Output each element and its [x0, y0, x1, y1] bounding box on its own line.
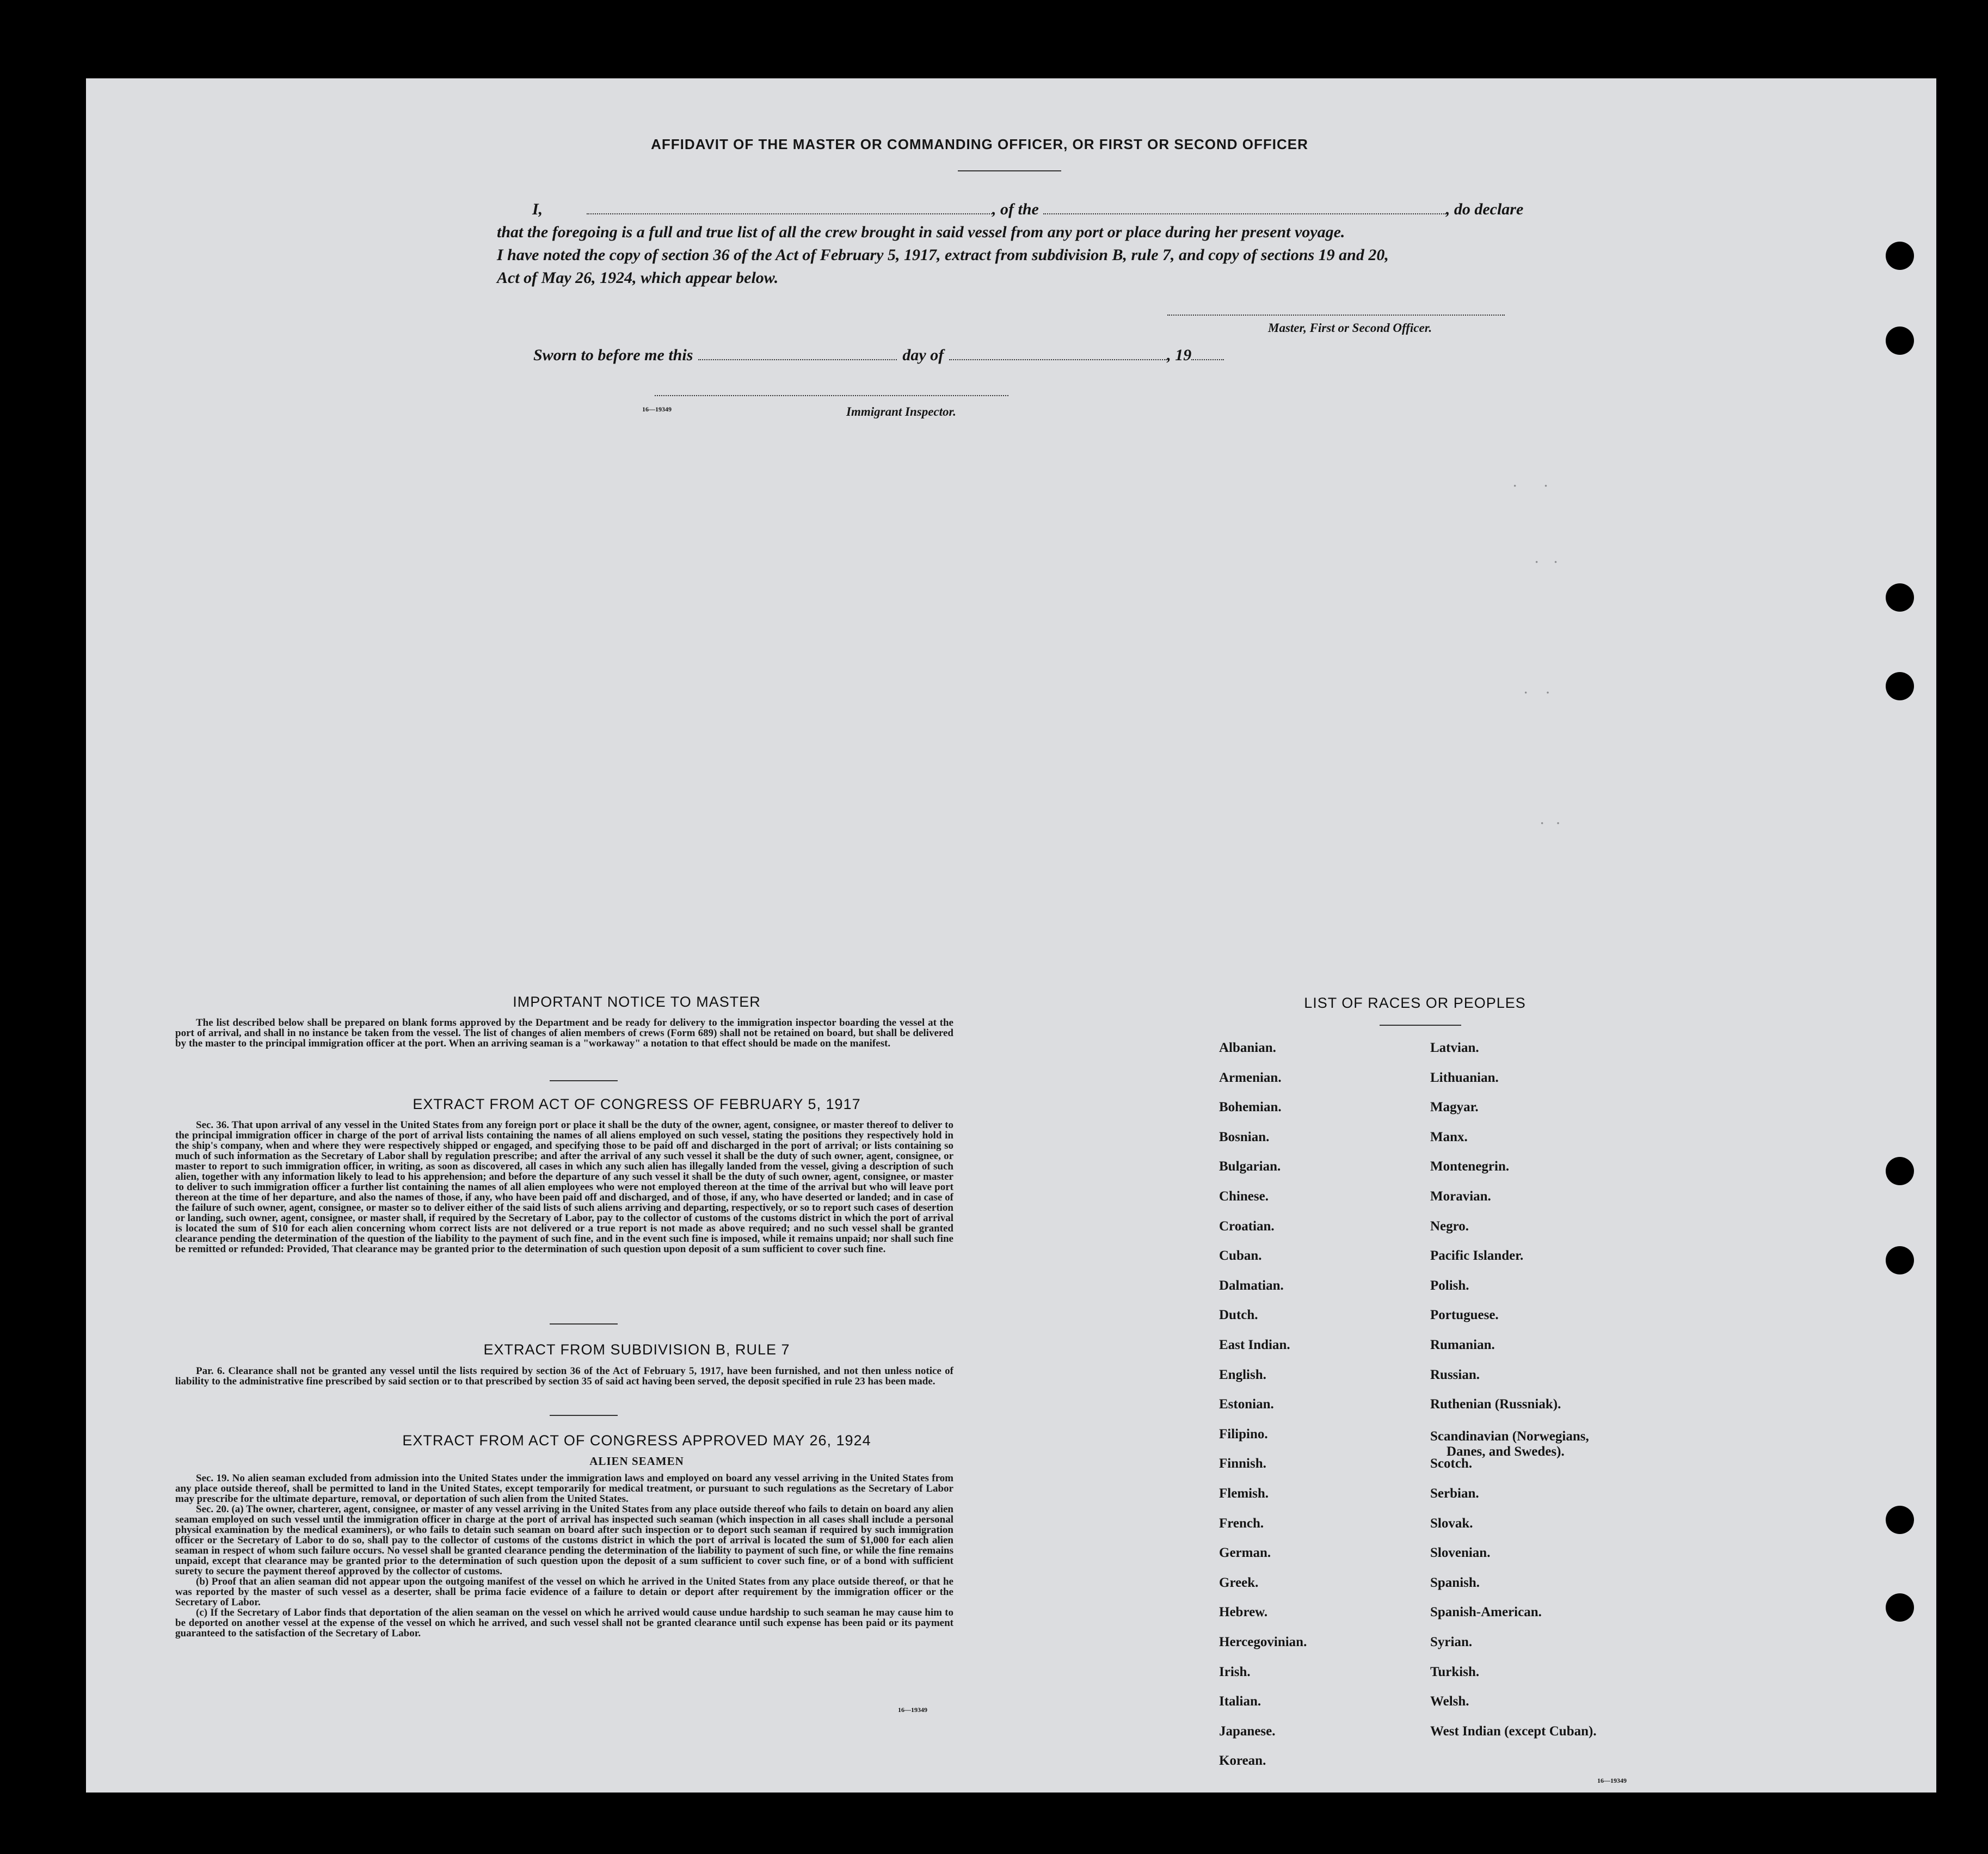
race-item: Bulgarian. — [1219, 1159, 1281, 1174]
section-20b-text: (b) Proof that an alien seaman did not appear upon the outgoing manifest of the vessel on which he arrived in the United States from any place outside thereof, or that he was reported by the master of such vessel as a deserter, shall be prima facie evidence of a failure to detain or deport after requirement by the immigration officer or the Secretary of Labor. — [175, 1576, 953, 1608]
extract-1917-title: EXTRACT FROM ACT OF CONGRESS OF FEBRUARY 5, 1917 — [413, 1096, 861, 1112]
race-item: Slovak. — [1430, 1516, 1473, 1531]
bleed-through-mark: · · — [1513, 479, 1548, 492]
sworn-day-label: day of — [902, 346, 944, 364]
punch-hole — [1886, 1157, 1914, 1185]
sworn-line — [533, 344, 1224, 367]
race-item: Russian. — [1430, 1368, 1480, 1382]
race-item: Montenegrin. — [1430, 1159, 1510, 1174]
sworn-month-field[interactable] — [949, 359, 1167, 360]
punch-hole — [1886, 672, 1914, 700]
race-item: French. — [1219, 1516, 1264, 1531]
race-item: Negro. — [1430, 1219, 1469, 1234]
race-item: Serbian. — [1430, 1486, 1479, 1501]
race-item: Spanish. — [1430, 1575, 1480, 1590]
form-number: 16—19349 — [642, 405, 672, 413]
sworn-year-field[interactable] — [1191, 359, 1224, 360]
section-divider — [550, 1323, 618, 1325]
punch-hole — [1886, 1246, 1914, 1274]
section-20a-text: Sec. 20. (a) The owner, charterer, agent, consignee, or master of any vessel arriving in the United States from any place outside thereof who fails to detain on board any alien seaman employed on such vessel until the immigration officer in charge at the port of arrival has inspected such seaman (which inspection in all cases shall include a personal physical examination by the medical examiners), or who fails to detain such seaman on board after such inspection or to deport such seaman if required by such immigration officer or the Secretary of Labor to do so, shall pay to the collector of customs of the customs district in which the port of arrival is located the sum of $1,000 for each alien seaman in respect of whom such failure occurs. No vessel shall be granted clearance pending the determination of the liability to payment of such fine, or while the fine remains unpaid, except that clearance may be granted prior to the determination of such question upon the deposit of a sum sufficient to cover such fine, or of a bond with sufficient surety to secure the payment thereof approved by the collector of customs. — [175, 1504, 953, 1577]
form-number: 16—19349 — [898, 1706, 927, 1714]
race-item: Turkish. — [1430, 1665, 1480, 1679]
race-item: Albanian. — [1219, 1040, 1276, 1055]
race-item: Hercegovinian. — [1219, 1635, 1307, 1649]
race-item: English. — [1219, 1368, 1266, 1382]
declare-text: , do declare — [1445, 200, 1524, 218]
affidavit-line-1 — [497, 198, 1525, 221]
extract-1924-title: EXTRACT FROM ACT OF CONGRESS APPROVED MAY 26, 1924 — [402, 1432, 871, 1449]
sworn-day-field[interactable] — [698, 359, 897, 360]
race-item: Greek. — [1219, 1575, 1259, 1590]
race-item: Rumanian. — [1430, 1338, 1495, 1352]
race-item: Polish. — [1430, 1278, 1469, 1293]
race-item: German. — [1219, 1545, 1271, 1560]
punch-hole — [1886, 1506, 1914, 1534]
extract-rule7-text: Par. 6. Clearance shall not be granted any vessel until the lists required by section 36 of the Act of February 5, 1917, have been furnished, and not then unless notice of liability to the administrative fine prescribed by said section or to that prescribed by section 35 of said act having been served, the deposit specified in rule 23 has been made. — [175, 1365, 953, 1387]
master-label: Master, First or Second Officer. — [1268, 321, 1432, 335]
affidavit-line-2: that the foregoing is a full and true list of all the crew brought in said vessel from any port or place during her present voyage. — [497, 223, 1345, 241]
master-signature-field[interactable] — [1167, 315, 1505, 316]
punch-hole — [1886, 583, 1914, 612]
race-item: Slovenian. — [1430, 1545, 1491, 1560]
notice-text: The list described below shall be prepared on blank forms approved by the Department and be ready for delivery to the immigration inspector boarding the vessel at the port of arrival, and shall in no instance be taken from the vessel. The list of changes of alien members of crews (Form 689) shall not be retained on board, but shall be delivered by the master to the principal immigration officer at the port. When an arriving seaman is a "workaway" a notation to that effect should be made on the manifest. — [175, 1017, 953, 1049]
race-item: Bohemian. — [1219, 1100, 1282, 1114]
race-item: Estonian. — [1219, 1397, 1274, 1412]
race-item: Spanish-American. — [1430, 1605, 1542, 1619]
race-item: Bosnian. — [1219, 1130, 1270, 1144]
race-item: Croatian. — [1219, 1219, 1275, 1234]
race-item: Pacific Islander. — [1430, 1248, 1524, 1263]
race-item: Lithuanian. — [1430, 1070, 1499, 1085]
race-item: Magyar. — [1430, 1100, 1479, 1114]
section-20c-text: (c) If the Secretary of Labor finds that deportation of the alien seaman on the vessel on which he arrived would cause undue hardship to such seaman he may cause him to be deported on another vessel at the expense of the vessel on which he arrived, and such vessel shall not be granted clearance until such expense has been paid or its payment guaranteed to the satisfaction of the Secretary of Labor. — [175, 1607, 953, 1639]
notice-title: IMPORTANT NOTICE TO MASTER — [513, 994, 761, 1010]
title-underline — [1380, 1025, 1461, 1026]
race-item: Moravian. — [1430, 1189, 1491, 1204]
extract-rule7-title: EXTRACT FROM SUBDIVISION B, RULE 7 — [483, 1341, 790, 1358]
punch-hole — [1886, 1593, 1914, 1622]
inspector-signature-field[interactable] — [655, 395, 1008, 396]
race-item: Armenian. — [1219, 1070, 1282, 1085]
affidavit-title: AFFIDAVIT OF THE MASTER OR COMMANDING OFFICER, OR FIRST OR SECOND OFFICER — [651, 136, 1308, 152]
race-item: Korean. — [1219, 1753, 1266, 1768]
extract-1924-body — [175, 1473, 953, 1639]
inspector-label: Immigrant Inspector. — [846, 405, 956, 418]
race-item: Ruthenian (Russniak). — [1430, 1397, 1561, 1412]
affidavit-body — [497, 198, 1525, 290]
race-item: Welsh. — [1430, 1694, 1469, 1709]
race-item: Hebrew. — [1219, 1605, 1268, 1619]
title-underline — [958, 170, 1061, 171]
vessel-prefix: , of the — [992, 200, 1039, 218]
race-item: Scandinavian (Norwegians, — [1430, 1429, 1589, 1444]
race-item: West Indian (except Cuban). — [1430, 1724, 1597, 1739]
race-item: Dutch. — [1219, 1308, 1258, 1322]
form-number: 16—19349 — [1597, 1777, 1627, 1784]
race-item: Finnish. — [1219, 1456, 1266, 1471]
race-item: Irish. — [1219, 1665, 1251, 1679]
race-item: Chinese. — [1219, 1189, 1269, 1204]
race-item: Latvian. — [1430, 1040, 1479, 1055]
section-divider — [550, 1080, 618, 1081]
bleed-through-mark: · · — [1524, 686, 1550, 699]
race-item: Syrian. — [1430, 1635, 1473, 1649]
vessel-name-field[interactable] — [1043, 213, 1446, 214]
race-item: Dalmatian. — [1219, 1278, 1284, 1293]
affidavit-line-3: I have noted the copy of section 36 of the Act of February 5, 1917, extract from subdivision B, rule 7, and copy of sections 19 and 20, — [497, 246, 1389, 264]
race-item: Scotch. — [1430, 1456, 1473, 1471]
race-item: East Indian. — [1219, 1338, 1290, 1352]
punch-hole — [1886, 327, 1914, 355]
sworn-year-label: , 19 — [1167, 346, 1192, 364]
race-item: Italian. — [1219, 1694, 1261, 1709]
section-19-text: Sec. 19. No alien seaman excluded from admission into the United States under the immigration laws and employed on board any vessel arriving in the United States from any place outside thereof, shall be permitted to land in the United States, except temporarily for medical treatment, or pursuant to such regulations as the Secretary of Labor may prescribe for the ultimate departure, removal, or deportation of such alien from the United States. — [175, 1473, 953, 1505]
race-item: Flemish. — [1219, 1486, 1269, 1501]
affidavit-line-4: Act of May 26, 1924, which appear below. — [497, 269, 779, 287]
race-item: Japanese. — [1219, 1724, 1276, 1739]
sworn-prefix: Sworn to before me this — [533, 346, 693, 364]
bleed-through-mark: · · — [1535, 555, 1558, 569]
extract-1917-text: Sec. 36. That upon arrival of any vessel in the United States from any foreign port or place it shall be the duty of the owner, agent, consignee, or master thereof to deliver to the principal immigration officer in charge of the port of arrival lists containing the names of all aliens employed on such vessel, stating the positions they respectively hold in the ship's company, when and where they were respectively shipped or engaged, and specifying those to be paid off and discharged in the port of arrival; or lists containing so much of such information as the Secretary of Labor shall by regulation prescribe; and after the arrival of any such vessel it shall be the duty of such owner, agent, consignee, or master to report to such immigration officer, in writing, as soon as discovered, all cases in which any such alien has illegally landed from the vessel, giving a description of such alien, together with any information likely to lead to his apprehension; and before the departure of any such vessel it shall be the duty of such owner, agent, consignee, or master to deliver to such immigration officer a further list containing the names of all alien employees who were not employed thereon at the time of the arrival but who will leave port thereon at the time of her departure, and also the names of those, if any, who have been paid off and discharged, and of those, if any, who have deserted or landed; and in case of the failure of such owner, agent, consignee, or master so to deliver either of the said lists of such aliens arriving and departing, respectively, or so to report such cases of desertion or landing, such owner, agent, consignee, or master shall, if required by the Secretary of Labor, pay to the collector of customs of the customs district in which the port of arrival is located the sum of $10 for each alien concerning whom correct lists are not delivered or a true report is not made as above required; and no such vessel shall be granted clearance pending the determination of the question of the liability to the payment of such fine, and in the event such fine is imposed, while it remains unpaid; nor shall such fine be remitted or refunded: Provided, That clearance may be granted prior to the determination of such question upon deposit of a sum sufficient to cover such fine. — [175, 1119, 953, 1255]
punch-hole — [1886, 242, 1914, 270]
declarant-name-field[interactable] — [587, 213, 992, 214]
race-item: Manx. — [1430, 1130, 1468, 1144]
race-item: Filipino. — [1219, 1427, 1268, 1442]
alien-seamen-subtitle: ALIEN SEAMEN — [589, 1455, 684, 1468]
bleed-through-mark: · · — [1540, 816, 1560, 830]
race-item: Portuguese. — [1430, 1308, 1499, 1322]
section-divider — [550, 1415, 618, 1416]
races-title: LIST OF RACES OR PEOPLES — [1304, 995, 1526, 1011]
race-item: Danes, and Swedes). — [1447, 1444, 1565, 1459]
race-item: Cuban. — [1219, 1248, 1262, 1263]
declarant-prefix: I, — [532, 200, 543, 218]
